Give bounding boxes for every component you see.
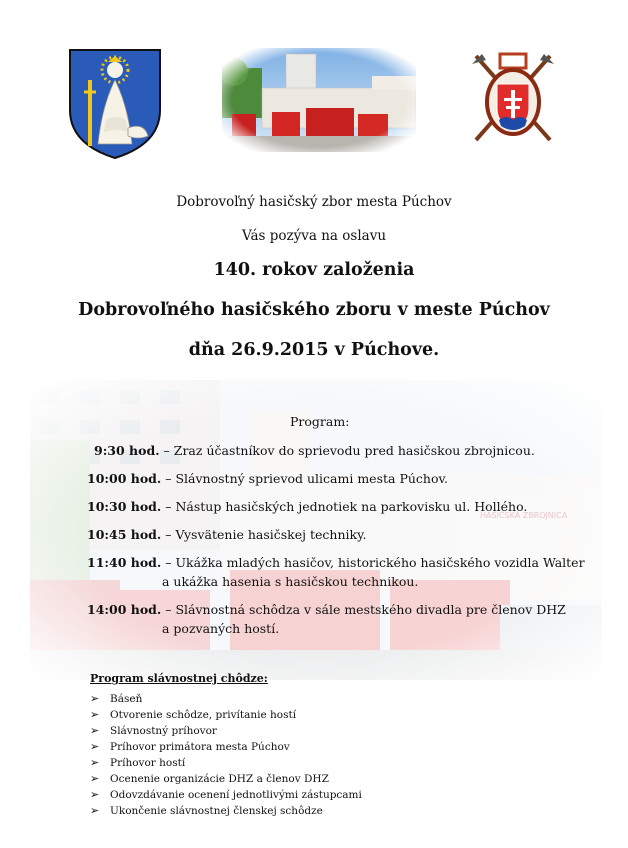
event-date: dňa 26.9.2015 v Púchove.	[188, 340, 440, 360]
list-item: ➢ Ukončenie slávnostnej členskej schôdze	[90, 804, 323, 817]
arrow-bullet-icon: ➢	[90, 772, 100, 785]
program-item-continuation: a ukážka hasenia s hasičskou technikou.	[162, 574, 419, 589]
invitation-line: Vás pozýva na oslavu	[241, 228, 387, 244]
arrow-bullet-icon: ➢	[90, 756, 100, 769]
program-item: 9:30 hod. – Zraz účastníkov do sprievodu pred hasičskou zbrojnicou.	[94, 443, 535, 458]
ceremony-program-title: Program slávnostnej chôdze:	[90, 672, 268, 685]
fire-station-photo	[222, 48, 416, 152]
list-item: ➢ Príhovor hostí	[90, 756, 186, 769]
list-item: ➢ Príhovor primátora mesta Púchov	[90, 740, 290, 753]
list-item: ➢ Otvorenie schôdze, privítanie hostí	[90, 708, 297, 721]
list-item: ➢ Ocenenie organizácie DHZ a členov DHZ	[90, 772, 329, 785]
program-item: 14:00 hod. – Slávnostná schôdza v sále mestského divadla pre členov DHZ	[87, 602, 566, 617]
ceremony-program-list	[90, 691, 362, 819]
arrow-bullet-icon: ➢	[90, 724, 100, 737]
puchov-coat-of-arms	[68, 48, 162, 160]
organization-title: Dobrovoľného hasičského zboru v meste Púchov	[78, 300, 550, 320]
program-item-continuation: a pozvaných hostí.	[162, 621, 280, 636]
list-item: ➢ Slávnostný príhovor	[90, 724, 217, 737]
program-item: 10:30 hod. – Nástup hasičských jednotiek na parkovisku ul. Hollého.	[87, 499, 528, 514]
program-title: Program:	[290, 414, 350, 429]
fire-brigade-emblem	[470, 50, 556, 146]
anniversary-title: 140. rokov založenia	[213, 260, 415, 280]
list-item: ➢ Odovzdávanie ocenení jednotlivými zástupcami	[90, 788, 362, 801]
arrow-bullet-icon: ➢	[90, 708, 100, 721]
arrow-bullet-icon: ➢	[90, 788, 100, 801]
program-item: 10:00 hod. – Slávnostný sprievod ulicami mesta Púchov.	[87, 471, 449, 486]
arrow-bullet-icon: ➢	[90, 692, 100, 705]
list-item: ➢ Báseň	[90, 692, 143, 705]
organizer-line: Dobrovoľný hasičský zbor mesta Púchov	[176, 194, 452, 210]
program-item: 11:40 hod. – Ukážka mladých hasičov, historického hasičského vozidla Walter	[87, 555, 585, 570]
arrow-bullet-icon: ➢	[90, 804, 100, 817]
arrow-bullet-icon: ➢	[90, 740, 100, 753]
program-item: 10:45 hod. – Vysvätenie hasičskej techniky.	[87, 527, 367, 542]
